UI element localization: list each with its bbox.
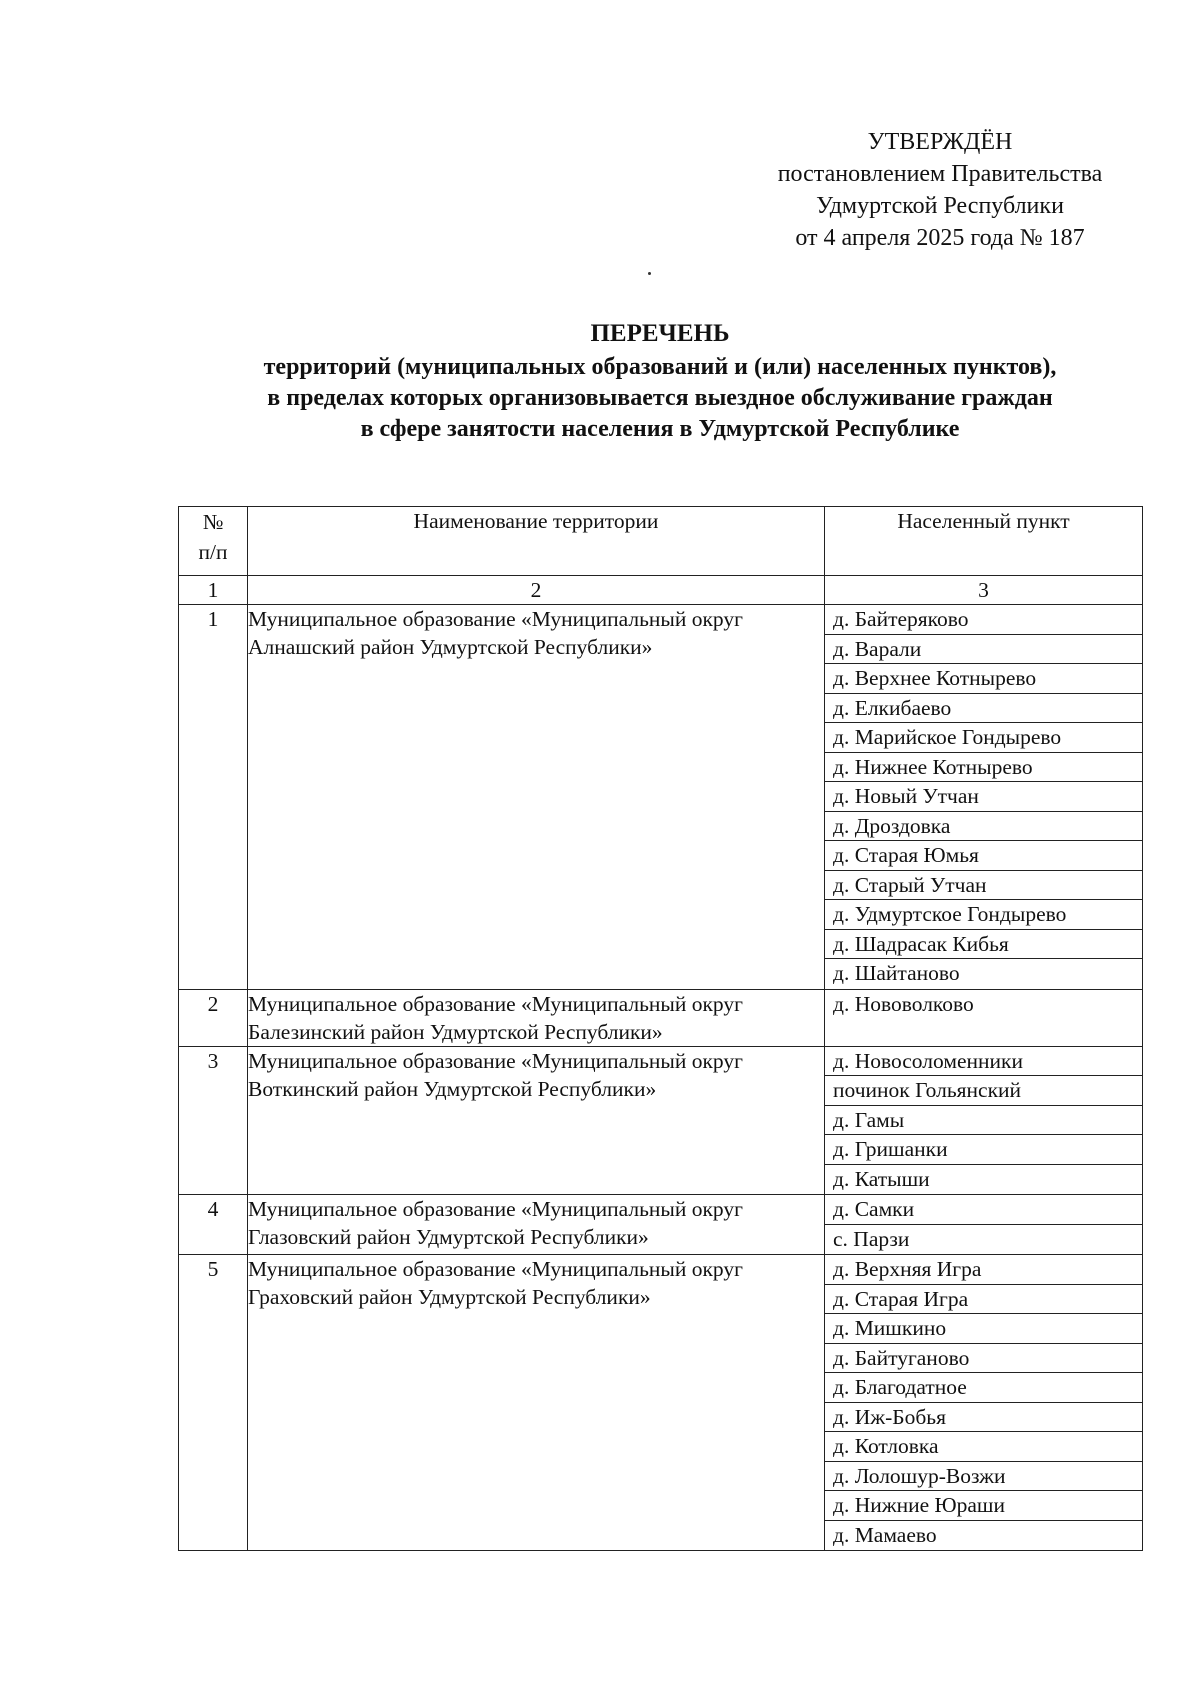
settlement-item: д. Самки	[825, 1195, 1142, 1225]
settlement-item: д. Мамаево	[833, 1522, 937, 1547]
settlement-item: д. Катыши	[833, 1166, 930, 1191]
settlement-item: д. Новый Утчан	[825, 782, 1142, 812]
row-number: 4	[179, 1195, 248, 1255]
settlement-item: д. Варали	[825, 635, 1142, 665]
settlement-item: д. Елкибаево	[825, 694, 1142, 724]
column-number-row	[179, 576, 1143, 605]
settlement-list	[825, 989, 1143, 1046]
territory-name: Муниципальное образование «Муниципальный округ Алнашский район Удмуртской Республики»	[248, 605, 825, 990]
territory-name: Муниципальное образование «Муниципальный округ Граховский район Удмуртской Республики»	[248, 1255, 825, 1551]
row-number: 3	[179, 1046, 248, 1195]
approval-title: УТВЕРЖДЁН	[867, 129, 1013, 155]
title-line: в сфере занятости населения в Удмуртской Республике	[360, 416, 960, 442]
table-row	[179, 1255, 1143, 1551]
settlement-item: д. Старый Утчан	[825, 871, 1142, 901]
header-number	[179, 507, 248, 576]
settlement-item: д. Дроздовка	[825, 812, 1142, 842]
settlement-item: д. Нововолково	[833, 991, 974, 1016]
settlement-list	[825, 1255, 1143, 1551]
header-number-pp: п/п	[198, 540, 228, 564]
settlement-item: д. Нижние Юраши	[825, 1491, 1142, 1521]
settlement-item: д. Иж-Бобья	[825, 1403, 1142, 1433]
table-header-row	[179, 507, 1143, 576]
territory-name: Муниципальное образование «Муниципальный округ Воткинский район Удмуртской Республики»	[248, 1046, 825, 1195]
column-number: 3	[825, 576, 1143, 605]
settlement-item: д. Нижнее Котнырево	[825, 753, 1142, 783]
table-row	[179, 989, 1143, 1046]
settlement-item: д. Марийское Гондырево	[825, 723, 1142, 753]
settlement-item: д. Старая Игра	[825, 1285, 1142, 1315]
column-number: 1	[179, 576, 248, 605]
settlement-item: д. Верхняя Игра	[825, 1255, 1142, 1285]
settlement-item: д. Байтеряково	[825, 605, 1142, 635]
settlement-list	[825, 1195, 1143, 1255]
row-number: 5	[179, 1255, 248, 1551]
header-territory: Наименование территории	[248, 507, 825, 576]
approval-stamp	[730, 126, 1150, 254]
title-main: ПЕРЕЧЕНЬ	[590, 320, 730, 347]
table-row	[179, 1046, 1143, 1195]
approval-line: Удмуртской Республики	[816, 193, 1064, 219]
row-number: 1	[179, 605, 248, 990]
settlement-item: д. Верхнее Котнырево	[825, 664, 1142, 694]
title-line: в пределах которых организовывается выездное обслуживание граждан	[267, 385, 1053, 411]
settlement-item: д. Лолошур-Возжи	[825, 1462, 1142, 1492]
column-number: 2	[248, 576, 825, 605]
territory-name: Муниципальное образование «Муниципальный округ Балезинский район Удмуртской Республики»	[248, 989, 825, 1046]
territories-table	[178, 506, 1143, 1551]
approval-line: постановлением Правительства	[777, 161, 1103, 187]
settlement-item: д. Шайтаново	[833, 961, 960, 985]
settlement-item: д. Гамы	[825, 1106, 1142, 1136]
territory-name: Муниципальное образование «Муниципальный округ Глазовский район Удмуртской Республики»	[248, 1195, 825, 1255]
settlement-list	[825, 1046, 1143, 1195]
table-row	[179, 605, 1143, 990]
title-line: территорий (муниципальных образований и (или) населенных пунктов),	[263, 354, 1057, 380]
settlement-item: с. Парзи	[833, 1226, 910, 1251]
table-row	[179, 1195, 1143, 1255]
document-title	[170, 318, 1150, 445]
settlement-item: д. Котловка	[825, 1432, 1142, 1462]
settlement-item: д. Шадрасак Кибья	[825, 930, 1142, 960]
settlement-item: д. Старая Юмья	[825, 841, 1142, 871]
settlement-item: д. Мишкино	[825, 1314, 1142, 1344]
row-number: 2	[179, 989, 248, 1046]
settlement-list	[825, 605, 1143, 990]
stray-dot	[648, 272, 651, 275]
settlement-item: д. Удмуртское Гондырево	[825, 900, 1142, 930]
header-number-sign: №	[202, 510, 224, 534]
settlement-item: д. Новосоломенники	[825, 1047, 1142, 1077]
settlement-item: починок Гольянский	[825, 1076, 1142, 1106]
settlement-item: д. Благодатное	[825, 1373, 1142, 1403]
settlement-item: д. Гришанки	[825, 1135, 1142, 1165]
header-settlement: Населенный пункт	[825, 507, 1143, 576]
settlement-item: д. Байтуганово	[825, 1344, 1142, 1374]
approval-date-number: от 4 апреля 2025 года № 187	[795, 225, 1085, 251]
